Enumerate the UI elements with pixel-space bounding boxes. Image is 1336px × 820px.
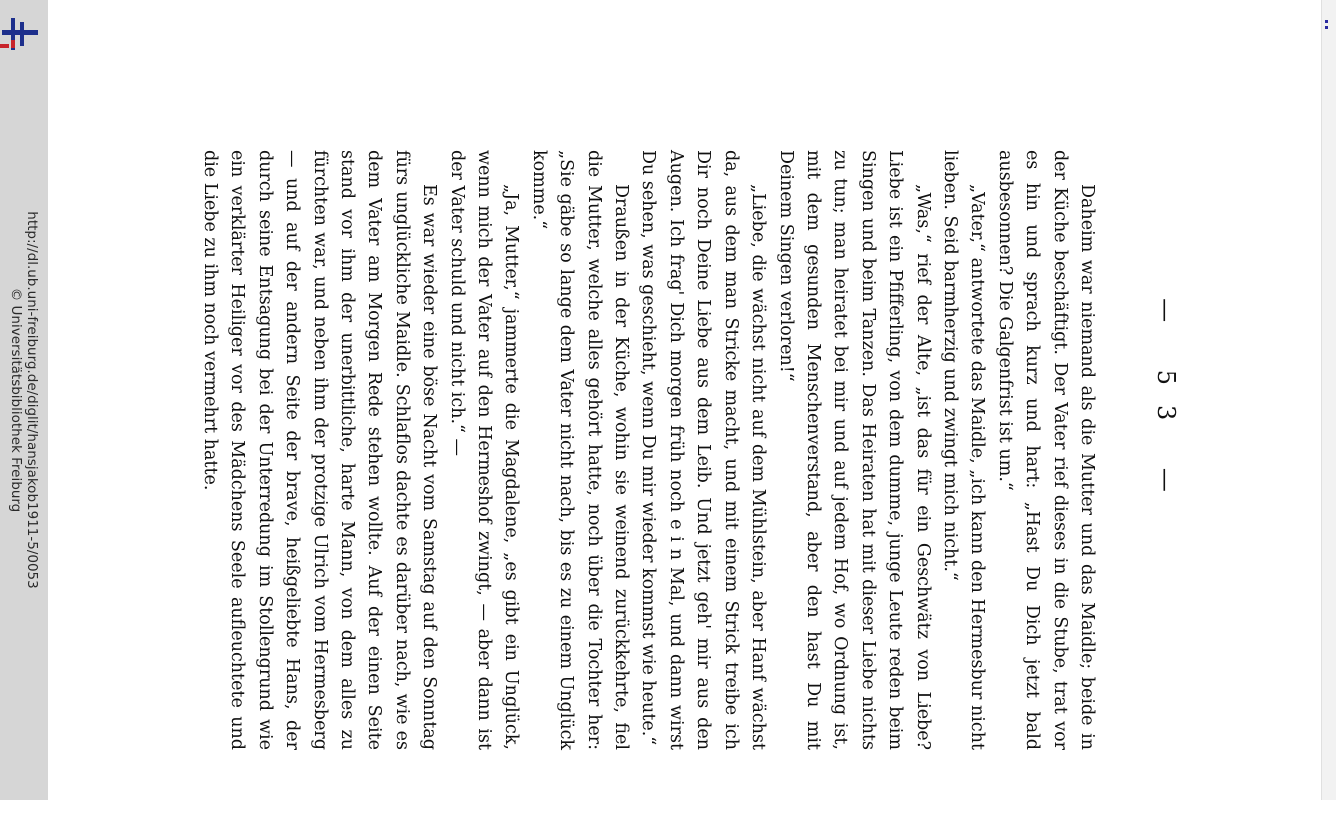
page-body (196, 150, 1100, 750)
page-number: — 53 — (1152, 298, 1180, 512)
paragraph: Es war wieder eine böse Nacht vom Samstag auf den Sonntag fürs unglückliche Maidle. Schlaflos dachte es darüber nach, wie es dem Vater am Morgen Rede stehen wollte. Auf der einen Seite stand vor ihm der unerbittliche, harte Mann, von dem alles zu fürchten war, und neben ihm der protzige Ulrich vom Hermesberg — und auf der andern Seite der brave, heißgeliebte Hans, der durch seine Entsagung bei der Unterredung im Stollengrund wie ein verklärter Heiliger vor des Mädchens Seele aufleuchtete und die Liebe zu ihm noch vermehrt hatte. (200, 150, 440, 750)
paragraph: „Ja, Mutter,“ jammerte die Magdalene, „es gibt ein Unglück, wenn mich der Vater auf den Hermeshof zwingt, — aber dann ist der Vater schuld und nicht ich.“ — (446, 150, 522, 750)
scanned-page (200, 60, 1180, 820)
viewer-sidebar (0, 0, 48, 800)
paragraph: Daheim war niemand als die Mutter und das Maidle; beide in der Küche beschäftigt. Der Vater rief dieses in die Stube, trat vor es hin und sprach kurz und hart: „Hast Du Dich jetzt bald ausbesonnen? Die Galgenfrist ist um.“ (994, 150, 1097, 750)
paragraph: „Was,“ rief der Alte, „ist das für ein Geschwätz von Liebe? Liebe ist ein Pfifferling, von dem dumme, junge Leute reden beim Singen und beim Tanzen. Das Heiraten hat mit dieser Liebe nichts zu tun; man heiratet bei mir und auf jedem Hof, wo Ordnung ist, mit dem gesunden Menschenverstand, aber den hast Du mit Deinem Singen verloren!“ (775, 150, 933, 750)
right-scroll-strip[interactable] (1321, 0, 1336, 800)
university-library-logo (0, 14, 42, 54)
paragraph: „Liebe, die wächst nicht auf dem Mühlstein, aber Hanf wächst da, aus dem man Stricke macht, und mit einem Strick treibe ich Dir noch Deine Liebe aus dem Leib. Und jetzt geh' mir aus den Augen. Ich frag' Dich morgen früh noch e i n Mal, und dann wirst Du sehen, was geschieht, wenn Du mir wieder kommst wie heute.“ (638, 150, 769, 750)
copyright-notice: © Universitätsbibliothek Freiburg (8, 287, 24, 513)
paragraph: Draußen in der Küche, wohin sie weinend zurückkehrte, fiel die Mutter, welche alles gehört hatte, noch über die Tochter her: „Sie gäbe so lange dem Vater nicht nach, bis es zu einem Unglück komme.“ (528, 150, 632, 750)
page-marker-icon (1325, 20, 1328, 38)
paragraph: „Vater,“ antwortete das Maidle, „ich kann den Hermesbur nicht lieben. Seid barmherzig und zwingt mich nicht.“ (939, 150, 988, 750)
viewer-sidebar-text (8, 211, 40, 588)
source-url[interactable]: http://dl.ub.uni-freiburg.de/diglit/hansjakob1911-5/0053 (24, 211, 40, 589)
